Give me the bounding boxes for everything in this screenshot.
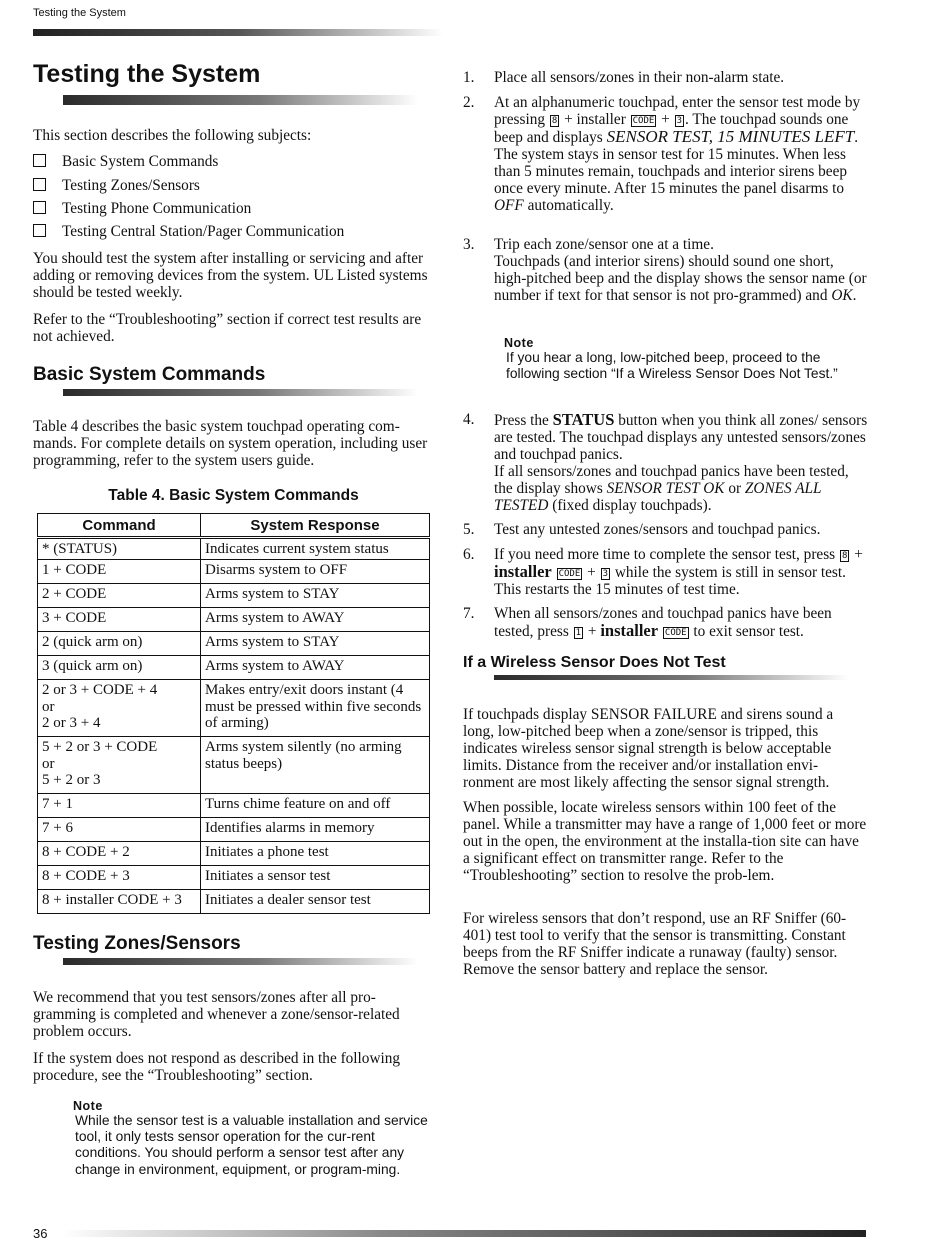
table-row: 2 or 3 + CODE + 4 or 2 or 3 + 4 Makes entry/exit doors instant (4 must be pressed within five seconds of arming) bbox=[38, 680, 430, 737]
column-header-response: System Response bbox=[201, 514, 430, 538]
note-label: Note bbox=[504, 336, 534, 350]
basic-paragraph: Table 4 describes the basic system touchpad operating com-mands. For complete details on system operation, including user programming, refer to the system users guide. bbox=[33, 418, 428, 469]
wireless-paragraph-2: When possible, locate wireless sensors within 100 feet of the panel. While a transmitter may have a range of 1,000 feet or more out in the open, the environment at the installa-tion site can have a significant effect on transmitter range. Refer to the “Troubleshooting” section to resolve the prob-lem. bbox=[463, 799, 867, 884]
key-8-icon: 8 bbox=[841, 551, 848, 561]
table-row: 7 + 1 Turns chime feature on and off bbox=[38, 794, 430, 818]
header-rule bbox=[33, 29, 443, 36]
section-heading-zones: Testing Zones/Sensors bbox=[33, 933, 241, 954]
zones-paragraph-1: We recommend that you test sensors/zones after all pro-gramming is completed and whenever a zone/sensor-related problem occurs. bbox=[33, 989, 400, 1040]
key-code-icon: CODE bbox=[664, 628, 687, 638]
zones-paragraph-2: If the system does not respond as described in the following procedure, see the “Troubleshooting” section. bbox=[33, 1050, 401, 1084]
note-text: While the sensor test is a valuable installation and service tool, it only tests sensor operation for the cur-rent conditions. You should perform a sensor test after any change in environment, equipment, or program-ming. bbox=[75, 1113, 428, 1177]
section-rule bbox=[63, 389, 418, 396]
checkbox-bullet-icon bbox=[33, 201, 46, 214]
column-header-command: Command bbox=[38, 514, 201, 538]
subject-item: Testing Phone Communication bbox=[33, 200, 251, 218]
table-row: 5 + 2 or 3 + CODE or 5 + 2 or 3 Arms system silently (no arming status beeps) bbox=[38, 737, 430, 794]
running-head: Testing the System bbox=[33, 7, 126, 19]
key-3-icon: 3 bbox=[602, 569, 608, 579]
intro-text: This section describes the following subjects: bbox=[33, 127, 312, 144]
section-rule bbox=[494, 675, 849, 680]
wireless-paragraph-1: If touchpads display SENSOR FAILURE and sirens sound a long, low-pitched beep when a zone/sensor is tripped, this indicates wireless sensor signal strength is below acceptable limits. Distance from the receiver and/or installation envi-ronment are most likely affecting the sensor signal strength. bbox=[463, 706, 834, 791]
key-8-icon: 8 bbox=[551, 116, 558, 126]
table-row: 7 + 6 Identifies alarms in memory bbox=[38, 818, 430, 842]
note-text: If you hear a long, low-pitched beep, proceed to the following section “If a Wireless Sensor Does Not Test.” bbox=[506, 350, 838, 382]
checkbox-bullet-icon bbox=[33, 154, 46, 167]
table-row: 8 + CODE + 2 Initiates a phone test bbox=[38, 842, 430, 866]
testing-paragraph: You should test the system after installing or servicing and after adding or removing devices from the system. UL Listed systems should be tested weekly. bbox=[33, 250, 428, 301]
key-code-icon: CODE bbox=[632, 116, 655, 126]
table-row: 2 (quick arm on) Arms system to STAY bbox=[38, 632, 430, 656]
footer-rule bbox=[62, 1230, 866, 1237]
checkbox-bullet-icon bbox=[33, 178, 46, 191]
table-row: 3 + CODE Arms system to AWAY bbox=[38, 608, 430, 632]
wireless-paragraph-3: For wireless sensors that don’t respond, use an RF Sniffer (60-401) test tool to verify that the sensor is transmitting. Constant beeps from the RF Sniffer indicate a runaway (faulty) sensor. Remove the sensor battery and replace the sensor. bbox=[463, 910, 847, 978]
table-row: 3 (quick arm on) Arms system to AWAY bbox=[38, 656, 430, 680]
table-row: 2 + CODE Arms system to STAY bbox=[38, 584, 430, 608]
subject-item: Testing Central Station/Pager Communication bbox=[33, 223, 344, 241]
table-row: 1 + CODE Disarms system to OFF bbox=[38, 560, 430, 584]
note-label: Note bbox=[73, 1099, 103, 1113]
section-heading-wireless: If a Wireless Sensor Does Not Test bbox=[463, 654, 726, 671]
table-caption: Table 4. Basic System Commands bbox=[108, 487, 359, 504]
section-heading-basic: Basic System Commands bbox=[33, 364, 266, 385]
table-row: 8 + installer CODE + 3 Initiates a dealer sensor test bbox=[38, 890, 430, 914]
page-number: 36 bbox=[33, 1226, 48, 1241]
subject-item: Testing Zones/Sensors bbox=[33, 177, 200, 195]
commands-table bbox=[37, 513, 430, 914]
table-row: * (STATUS) Indicates current system status bbox=[38, 538, 430, 560]
subject-item: Basic System Commands bbox=[33, 153, 218, 171]
key-1-icon: 1 bbox=[575, 628, 582, 638]
page-title: Testing the System bbox=[33, 60, 261, 88]
key-3-icon: 3 bbox=[676, 116, 683, 126]
title-rule bbox=[63, 95, 418, 105]
refer-paragraph: Refer to the “Troubleshooting” section if correct test results are not achieved. bbox=[33, 311, 422, 345]
table-row: 8 + CODE + 3 Initiates a sensor test bbox=[38, 866, 430, 890]
key-code-icon: CODE bbox=[558, 569, 581, 579]
checkbox-bullet-icon bbox=[33, 224, 46, 237]
section-rule bbox=[63, 958, 418, 965]
